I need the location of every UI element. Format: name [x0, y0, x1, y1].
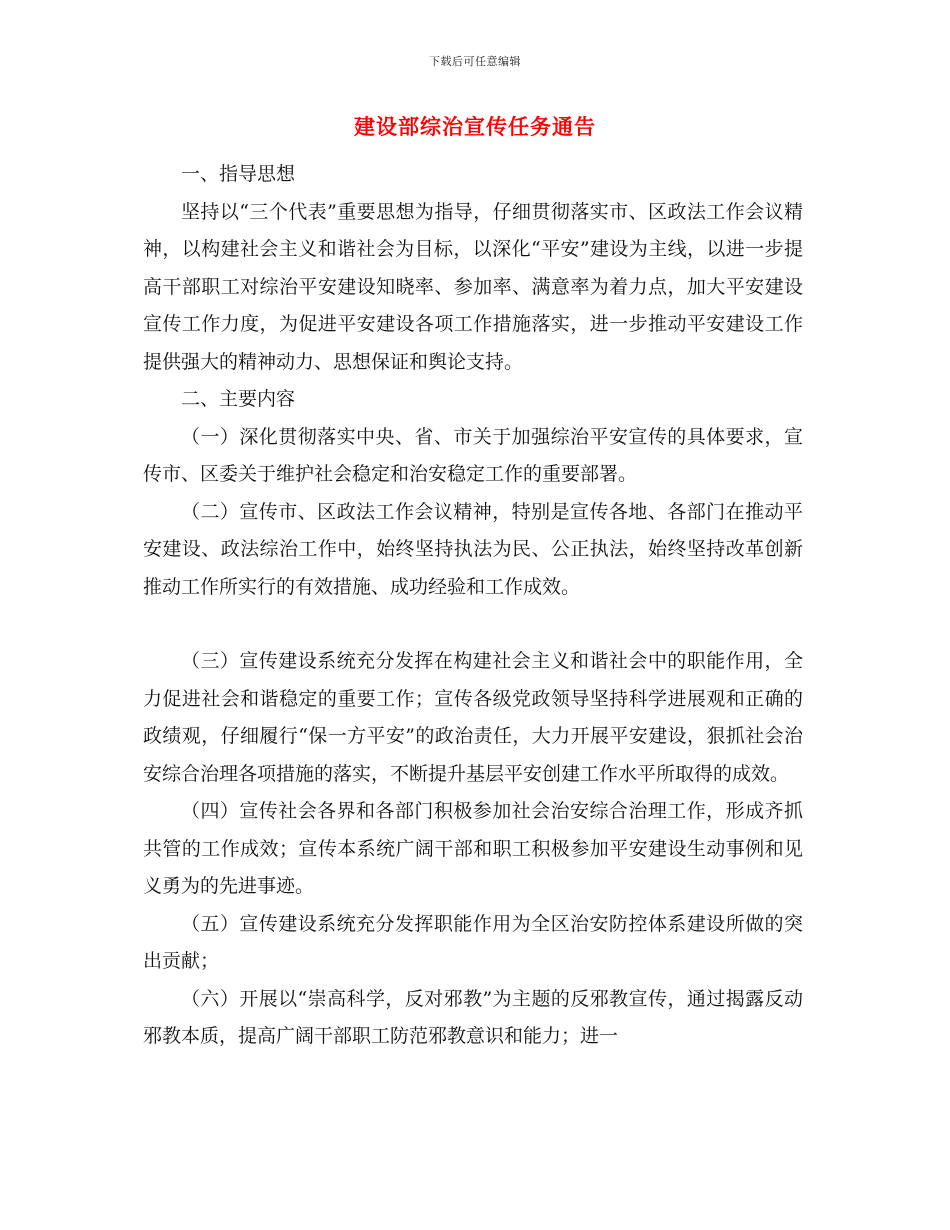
document-title: 建设部综治宣传任务通告: [354, 114, 596, 139]
section-heading-guiding-ideology: 一、指导思想: [181, 163, 296, 185]
paragraph-item-4: （四）宣传社会各界和各部门积极参加社会治安综合治理工作，形成齐抓共管的工作成效；宣传本系统广阔干部和职工积极参加平安建设生动事例和见义勇为的先进事迹。: [143, 800, 803, 897]
paragraph-item-3: （三）宣传建设系统充分发挥在构建社会主义和谐社会中的职能作用，全力促进社会和谐稳定的重要工作；宣传各级党政领导坚持科学进展观和正确的政绩观，仔细履行“保一方平安”的政治责任，大力开展平安建设，狠抓社会治安综合治理各项措施的落实，不断提升基层平安创建工作水平所取得的成效。: [143, 650, 803, 785]
paragraph-item-6: （六）开展以“崇高科学，反对邪教”为主题的反邪教宣传，通过揭露反动邪教本质，提高广阔干部职工防范邪教意识和能力；进一: [143, 987, 803, 1047]
paragraph-item-5: （五）宣传建设系统充分发挥职能作用为全区治安防控体系建设所做的突出贡献；: [143, 912, 803, 972]
page-header-note: 下载后可任意编辑: [429, 55, 521, 68]
paragraph-guiding-ideology: 坚持以“三个代表”重要思想为指导，仔细贯彻落实市、区政法工作会议精神，以构建社会主义和谐社会为目标，以深化“平安”建设为主线，以进一步提高干部职工对综治平安建设知晓率、参加率、满意率为着力点，加大平安建设宣传工作力度，为促进平安建设各项工作措施落实，进一步推动平安建设工作提供强大的精神动力、思想保证和舆论支持。: [143, 200, 803, 373]
section-heading-main-content: 二、主要内容: [181, 388, 296, 410]
paragraph-item-2: （二）宣传市、区政法工作会议精神，特别是宣传各地、各部门在推动平安建设、政法综治工作中，始终坚持执法为民、公正执法，始终坚持改革创新推动工作所实行的有效措施、成功经验和工作成效。: [143, 500, 803, 598]
paragraph-item-1: （一）深化贯彻落实中央、省、市关于加强综治平安宣传的具体要求，宣传市、区委关于维护社会稳定和治安稳定工作的重要部署。: [143, 425, 803, 485]
document-body: [143, 156, 803, 1056]
